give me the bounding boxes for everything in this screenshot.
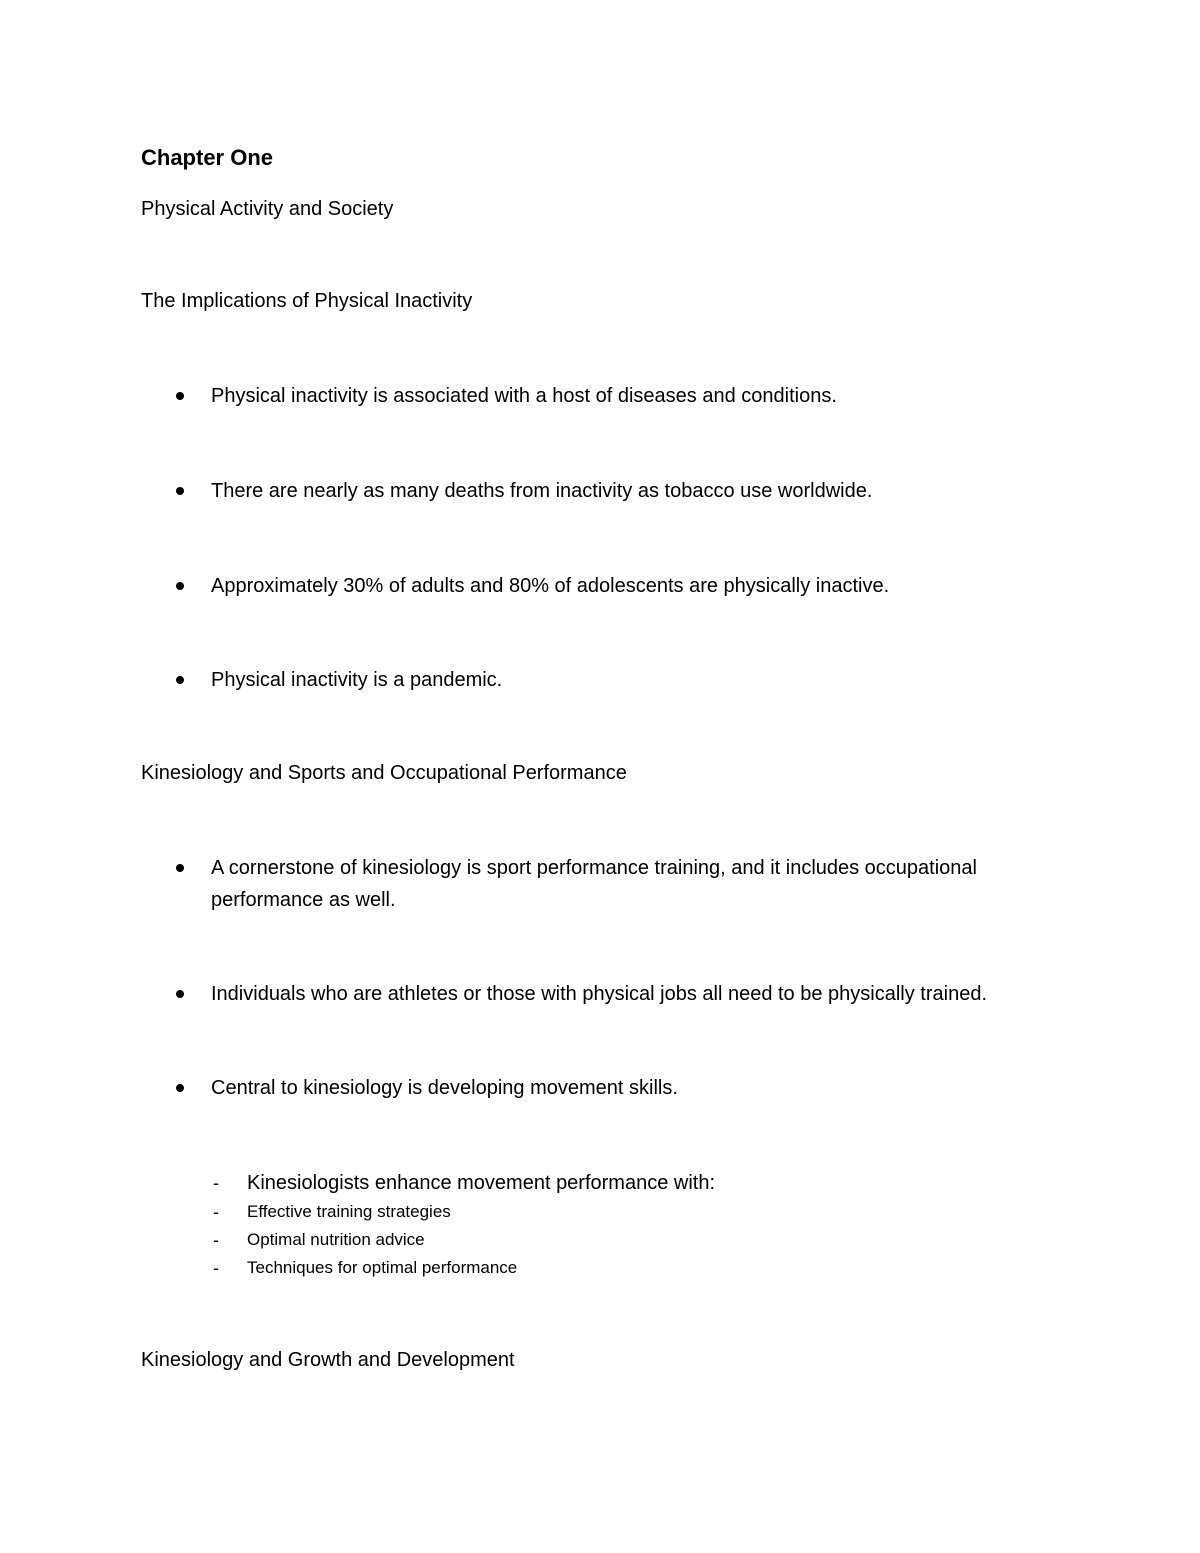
dash-item-text: Kinesiologists enhance movement performance with: (247, 1172, 716, 1194)
section-heading-inactivity: The Implications of Physical Inactivity (141, 290, 473, 312)
dash-item-text: Techniques for optimal performance (247, 1258, 518, 1277)
section-heading-growth: Kinesiology and Growth and Development (141, 1349, 515, 1371)
bullet-text: Central to kinesiology is developing movement skills. (211, 1077, 678, 1099)
dash-marker: - (213, 1173, 219, 1193)
bullet-text: There are nearly as many deaths from inactivity as tobacco use worldwide. (211, 480, 873, 502)
chapter-subtitle: Physical Activity and Society (141, 198, 394, 220)
dash-marker: - (213, 1258, 219, 1278)
bullet-text: Approximately 30% of adults and 80% of adolescents are physically inactive. (211, 575, 890, 597)
bullet-icon (176, 487, 184, 495)
bullet-text: Physical inactivity is a pandemic. (211, 669, 503, 691)
bullet-text: Physical inactivity is associated with a host of diseases and conditions. (211, 385, 837, 407)
bullet-icon (176, 1084, 184, 1092)
bullet-text: A cornerstone of kinesiology is sport performance training, and it includes occupational performance as well. (211, 857, 977, 911)
bullet-icon (176, 676, 184, 684)
chapter-title: Chapter One (141, 145, 274, 170)
bullet-icon (176, 582, 184, 590)
bullet-text: Individuals who are athletes or those with physical jobs all need to be physically trained. (211, 983, 987, 1005)
bullet-icon (176, 392, 184, 400)
dash-marker: - (213, 1230, 219, 1250)
section-heading-performance: Kinesiology and Sports and Occupational Performance (141, 762, 627, 784)
bullet-icon (176, 990, 184, 998)
bullet-icon (176, 864, 184, 872)
dash-marker: - (213, 1202, 219, 1222)
dash-item-text: Effective training strategies (247, 1202, 451, 1221)
dash-item-text: Optimal nutrition advice (247, 1230, 425, 1249)
